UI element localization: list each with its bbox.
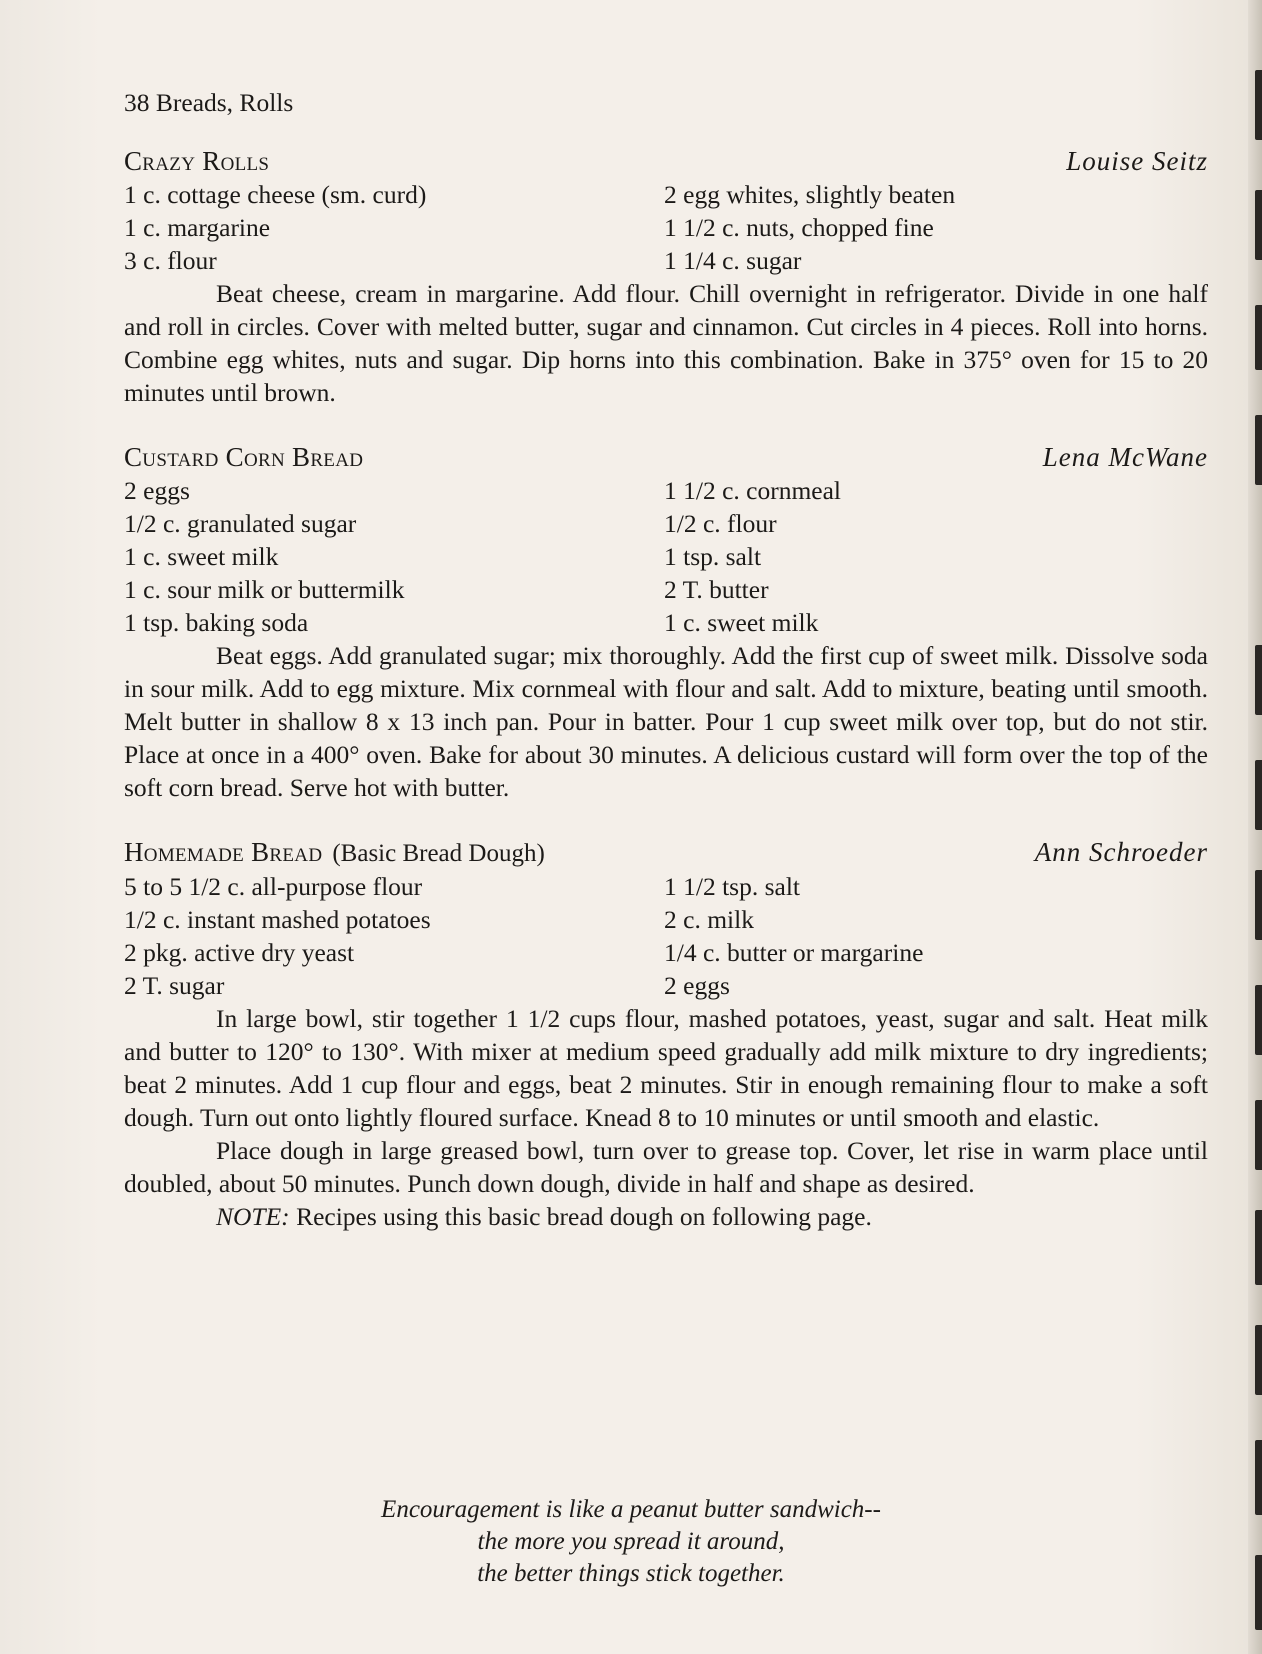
ingredient: 1 c. sour milk or buttermilk: [124, 575, 405, 604]
index-tab: [1255, 645, 1262, 715]
recipe-crazy-rolls: [124, 145, 1208, 409]
ingredient-column-right: [664, 474, 1204, 639]
ingredient: 1/2 c. instant mashed potatoes: [124, 905, 431, 934]
ingredient: 2 eggs: [124, 476, 190, 505]
ingredient: 1 c. cottage cheese (sm. curd): [124, 180, 427, 209]
recipe-author: Lena McWane: [1042, 442, 1208, 472]
note-text: Recipes using this basic bread dough on following page.: [289, 1202, 872, 1231]
recipe-author: Ann Schroeder: [1034, 837, 1208, 867]
recipe-note: [124, 1200, 1208, 1233]
recipe-homemade-bread: [124, 836, 1208, 1233]
index-tab: [1255, 1325, 1262, 1395]
recipe-directions: Place dough in large greased bowl, turn over to grease top. Cover, let rise in warm place until doubled, about 50 minutes. Punch down dough, divide in half and shape as desired.: [124, 1136, 1208, 1198]
ingredient: 1/2 c. granulated sugar: [124, 509, 357, 538]
index-tab: [1255, 985, 1262, 1055]
page-content: [124, 86, 1208, 1265]
ingredient: 1 c. sweet milk: [664, 608, 819, 637]
ingredient: 1 tsp. salt: [664, 542, 762, 571]
ingredient: 1 1/2 tsp. salt: [664, 872, 801, 901]
recipe-title: Custard Corn Bread: [124, 442, 364, 472]
index-tab: [1255, 760, 1262, 830]
quote-line: Encouragement is like a peanut butter sandwich--: [381, 1496, 881, 1523]
note-label: NOTE:: [216, 1202, 290, 1231]
quote-line: the better things stick together.: [477, 1560, 785, 1587]
ingredient: 2 egg whites, slightly beaten: [664, 180, 956, 209]
ingredient: 2 pkg. active dry yeast: [124, 938, 355, 967]
recipe-title-row: [124, 145, 1208, 178]
recipe-title: Homemade Bread: [124, 837, 323, 867]
index-tab: [1255, 870, 1262, 940]
ingredient: 2 eggs: [664, 971, 730, 1000]
ingredient-list: [124, 870, 1208, 1002]
page-edge: [1248, 0, 1262, 1654]
closing-quote: [0, 1494, 1262, 1590]
index-tab: [1255, 415, 1262, 485]
ingredient: 1 1/2 c. nuts, chopped fine: [664, 213, 934, 242]
index-tab: [1255, 70, 1262, 140]
ingredient-list: [124, 178, 1208, 277]
ingredient: 1 c. margarine: [124, 213, 271, 242]
ingredient-column-right: [664, 178, 1204, 277]
index-tab: [1255, 305, 1262, 370]
ingredient: 3 c. flour: [124, 246, 217, 275]
recipe-title-group: [124, 836, 545, 870]
ingredient-column-left: [124, 870, 664, 1002]
index-tab: [1255, 190, 1262, 260]
ingredient: 1 1/2 c. cornmeal: [664, 476, 842, 505]
ingredient: 1 1/4 c. sugar: [664, 246, 802, 275]
ingredient: 1/2 c. flour: [664, 509, 777, 538]
ingredient-column-left: [124, 474, 664, 639]
recipe-custard-corn-bread: [124, 441, 1208, 804]
recipe-directions: Beat eggs. Add granulated sugar; mix thoroughly. Add the first cup of sweet milk. Dissolve soda in sour milk. Add to egg mixture. Mix cornmeal with flour and salt. Add to mixture, beating until smooth. Melt butter in shallow 8 x 13 inch pan. Pour in batter. Pour 1 cup sweet milk over top, but do not stir. Place at once in a 400° oven. Bake for about 30 minutes. A delicious custard will form over the top of the soft corn bread. Serve hot with butter.: [124, 641, 1208, 802]
recipe-subtitle: (Basic Bread Dough): [332, 840, 545, 867]
ingredient: 5 to 5 1/2 c. all-purpose flour: [124, 872, 423, 901]
recipe-directions: Beat cheese, cream in margarine. Add flour. Chill overnight in refrigerator. Divide in one half and roll in circles. Cover with melted butter, sugar and cinnamon. Cut circles in 4 pieces. Roll into horns. Combine egg whites, nuts and sugar. Dip horns into this combination. Bake in 375° oven for 15 to 20 minutes until brown.: [124, 279, 1208, 407]
ingredient-column-left: [124, 178, 664, 277]
ingredient-column-right: [664, 870, 1204, 1002]
ingredient: 2 T. butter: [664, 575, 769, 604]
ingredient: 2 c. milk: [664, 905, 754, 934]
index-tab: [1255, 1100, 1262, 1170]
ingredient: 1 tsp. baking soda: [124, 608, 309, 637]
recipe-directions: In large bowl, stir together 1 1/2 cups flour, mashed potatoes, yeast, sugar and salt. Heat milk and butter to 120° to 130°. With mixer at medium speed gradually add milk mixture to dry ingredients; beat 2 minutes. Add 1 cup flour and eggs, beat 2 minutes. Stir in enough remaining flour to make a soft dough. Turn out onto lightly floured surface. Knead 8 to 10 minutes or until smooth and elastic.: [124, 1004, 1208, 1132]
ingredient: 1/4 c. butter or margarine: [664, 938, 924, 967]
ingredient: 1 c. sweet milk: [124, 542, 279, 571]
running-head: 38 Breads, Rolls: [124, 88, 294, 117]
quote-line: the more you spread it around,: [477, 1528, 785, 1555]
recipe-title-row: [124, 836, 1208, 870]
recipe-title: Crazy Rolls: [124, 146, 270, 176]
ingredient-list: [124, 474, 1208, 639]
index-tab: [1255, 1210, 1262, 1285]
recipe-author: Louise Seitz: [1066, 146, 1208, 176]
recipe-title-row: [124, 441, 1208, 474]
ingredient: 2 T. sugar: [124, 971, 225, 1000]
